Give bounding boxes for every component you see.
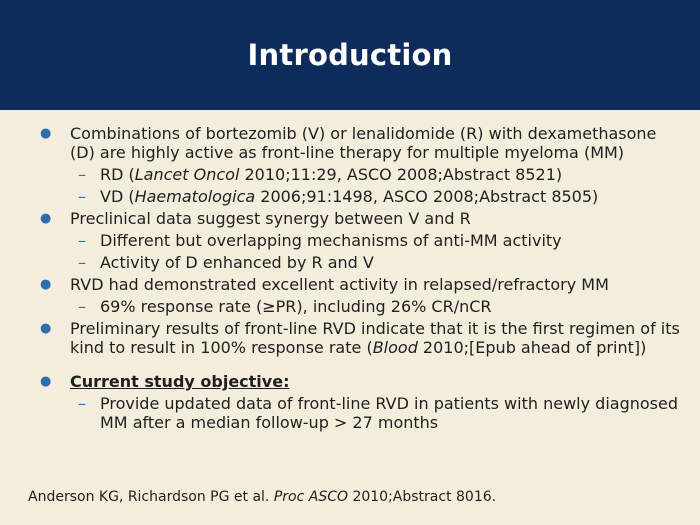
sub-bullet-item: [78, 394, 680, 432]
sub-bullet-text: Provide updated data of front-line RVD in patients with newly diagnosed MM after a median follow-up > 27 months: [100, 394, 678, 432]
bullet-item: [40, 319, 680, 357]
bullet-text: Preclinical data suggest synergy between V and R: [70, 209, 471, 228]
bullet-list: [40, 124, 680, 435]
bullet-icon: ●: [40, 211, 52, 226]
bullet-text: Preliminary results of front-line RVD indicate that it is the first regimen of its kind to result in 100% response rate (Blood 2010;[Epub ahead of print]): [70, 319, 680, 357]
bullet-icon: ●: [40, 321, 52, 336]
bullet-icon: ●: [40, 374, 52, 389]
bullet-item: [40, 124, 680, 162]
bullet-icon: ●: [40, 277, 52, 292]
sub-bullet-item: [78, 187, 680, 206]
bullet-item: [40, 275, 680, 294]
bullet-text: RVD had demonstrated excellent activity in relapsed/refractory MM: [70, 275, 609, 294]
sub-bullet-item: [78, 253, 680, 272]
sub-bullet-item: [78, 297, 680, 316]
dash-icon: –: [78, 165, 86, 184]
slide-title: Introduction: [247, 38, 453, 72]
bullet-icon: ●: [40, 126, 52, 141]
bullet-item: [40, 372, 680, 391]
sub-bullet-item: [78, 165, 680, 184]
sub-bullet-text: VD (Haematologica 2006;91:1498, ASCO 2008;Abstract 8505): [100, 187, 599, 206]
sub-bullet-text: Activity of D enhanced by R and V: [100, 253, 374, 272]
bullet-text: Combinations of bortezomib (V) or lenalidomide (R) with dexamethasone (D) are highly active as front-line therapy for multiple myeloma (MM): [70, 124, 657, 162]
dash-icon: –: [78, 253, 86, 272]
citation-footer: Anderson KG, Richardson PG et al. Proc ASCO 2010;Abstract 8016.: [28, 489, 497, 505]
title-bar: [0, 0, 700, 110]
dash-icon: –: [78, 297, 86, 316]
dash-icon: –: [78, 394, 86, 413]
bullet-item: [40, 209, 680, 228]
sub-bullet-text: RD (Lancet Oncol 2010;11:29, ASCO 2008;Abstract 8521): [100, 165, 563, 184]
sub-bullet-item: [78, 231, 680, 250]
objective-heading: Current study objective:: [70, 372, 290, 391]
dash-icon: –: [78, 187, 86, 206]
dash-icon: –: [78, 231, 86, 250]
sub-bullet-text: 69% response rate (≥PR), including 26% CR/nCR: [100, 297, 492, 316]
sub-bullet-text: Different but overlapping mechanisms of anti-MM activity: [100, 231, 562, 250]
